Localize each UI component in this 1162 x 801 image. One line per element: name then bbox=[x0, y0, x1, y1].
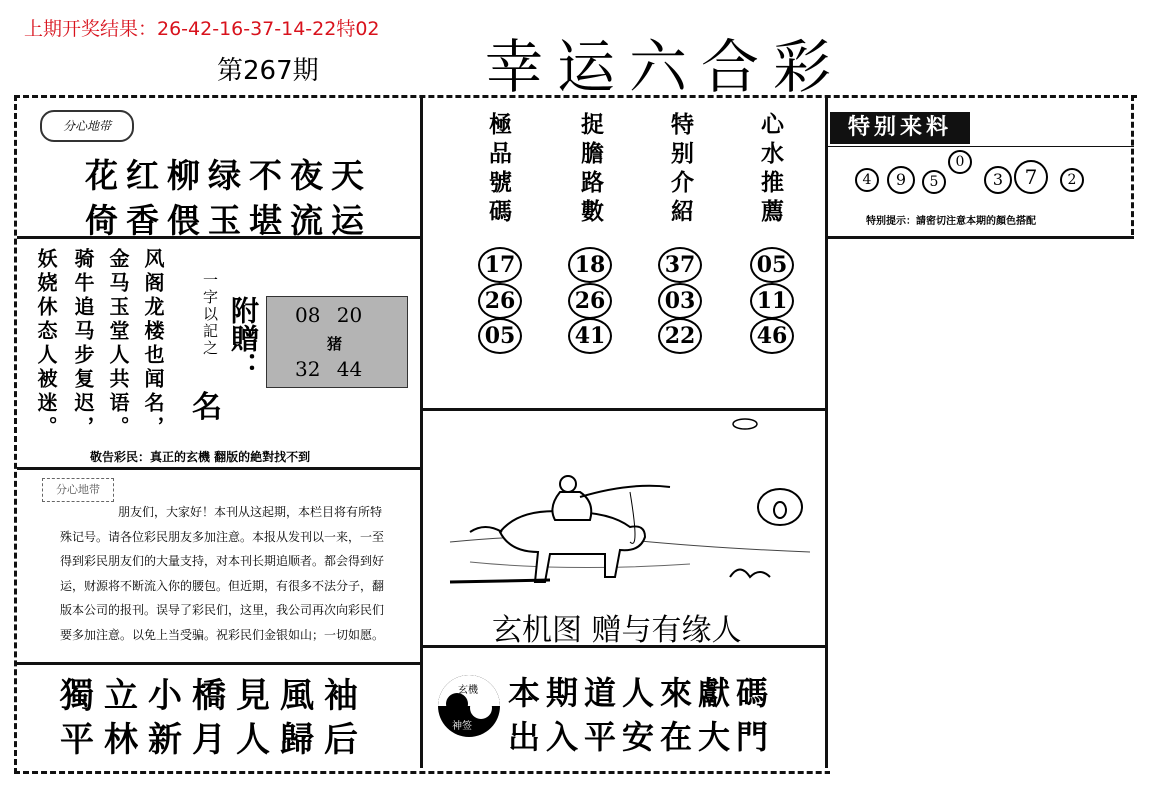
number-circle: 37 bbox=[658, 247, 702, 283]
bottom-poem-line-1: 獨立小橋見風袖 bbox=[60, 676, 368, 716]
divider-left-3 bbox=[17, 662, 420, 665]
notice-tag bbox=[42, 478, 114, 502]
divider-right-top bbox=[828, 146, 1134, 147]
column-title-2: 捉膽路數 bbox=[577, 112, 604, 228]
column-title-1: 極品號碼 bbox=[485, 112, 512, 228]
number-circle: 26 bbox=[568, 283, 612, 319]
section-tag bbox=[40, 110, 134, 142]
number-circle: 11 bbox=[750, 283, 794, 319]
notice-body bbox=[60, 500, 385, 647]
gift-numbers-top: 08 20 bbox=[295, 303, 363, 327]
sage-on-ox-illustration bbox=[430, 412, 820, 607]
poem-line-1: 花红柳绿不夜天 bbox=[85, 156, 372, 195]
frame-bottom-right-cover bbox=[830, 240, 1150, 780]
riddle-hint: 一字以記之 bbox=[201, 272, 219, 357]
notice-tag-label: 分心地带 bbox=[56, 483, 100, 496]
column-title-3: 特别介紹 bbox=[667, 112, 694, 228]
picture-caption: 玄机图 赠与有缘人 bbox=[492, 613, 742, 648]
divider-mid-1 bbox=[423, 408, 825, 411]
warning-text: 敬告彩民：真正的玄機 翻版的絶對找不到 bbox=[90, 450, 311, 464]
special-tip: 特别提示：請密切注意本期的顏色搭配 bbox=[866, 216, 1036, 227]
number-circle: 41 bbox=[568, 318, 612, 354]
special-title bbox=[830, 112, 970, 144]
gift-label: 附贈： bbox=[227, 296, 260, 380]
number-circle: 26 bbox=[478, 283, 522, 319]
yin-yang-badge bbox=[438, 675, 500, 737]
number-circle: 17 bbox=[478, 247, 522, 283]
divider-left-2 bbox=[17, 467, 420, 470]
bottom-right-line-1: 本期道人來獻碼 bbox=[508, 674, 775, 712]
riddle-name-char: 名 bbox=[192, 390, 222, 425]
divider-mid-right bbox=[825, 98, 828, 768]
section-tag-label: 分心地带 bbox=[62, 119, 111, 133]
column-title-4: 心水推薦 bbox=[757, 112, 784, 228]
special-number-circle: 2 bbox=[1060, 168, 1084, 192]
number-circle: 05 bbox=[750, 247, 794, 283]
page-title: 幸运六合彩 bbox=[485, 33, 846, 101]
special-number-circle: 9 bbox=[887, 166, 915, 194]
special-title-label: 特别来料 bbox=[847, 115, 952, 140]
divider-right-1 bbox=[828, 236, 1134, 239]
gift-box bbox=[266, 296, 408, 388]
bottom-right-line-2: 出入平安在大門 bbox=[508, 718, 775, 756]
last-result-text: 上期开奖结果：26-42-16-37-14-22特02 bbox=[24, 18, 380, 40]
number-circle: 03 bbox=[658, 283, 702, 319]
frame-right-edge bbox=[1131, 95, 1134, 235]
gift-zodiac: 猪 bbox=[327, 335, 343, 353]
bottom-poem-line-2: 平林新月人歸后 bbox=[60, 720, 368, 760]
gift-numbers-bottom: 32 44 bbox=[295, 357, 363, 381]
number-circle: 22 bbox=[658, 318, 702, 354]
riddle-column-4: 妖娆休态人被迷。 bbox=[34, 248, 58, 440]
special-number-circle: 7 bbox=[1014, 160, 1048, 194]
notice-text: 朋友们，大家好！本刊从这起期，本栏目将有所特殊记号。请各位彩民朋友多加注意。本报从发刊以一来，一至得到彩民朋友们的大量支持，对本刊长期追顺者。都会得到好运，财源将不断流入你的腰包。但近期，有很多不法分子，翻版本公司的报刊。误导了彩民们，这里，我公司再次向彩民们要多加注意。以免上当受骗。祝彩民们金银如山；一切如愿。 bbox=[60, 505, 385, 642]
special-number-circle: 3 bbox=[984, 166, 1012, 194]
number-circle: 46 bbox=[750, 318, 794, 354]
riddle-column-2: 金马玉堂人共语。 bbox=[106, 248, 130, 440]
riddle-column-1: 风阁龙楼也闻名， bbox=[141, 248, 165, 440]
issue-number: 第267期 bbox=[217, 56, 319, 86]
number-circle: 05 bbox=[478, 318, 522, 354]
special-number-circle: 4 bbox=[855, 168, 879, 192]
divider-left-mid bbox=[420, 98, 423, 768]
badge-label-bottom: 神签 bbox=[452, 721, 472, 732]
number-circle: 18 bbox=[568, 247, 612, 283]
special-number-circle: 0 bbox=[948, 150, 972, 174]
poem-line-2: 倚香偎玉堪流运 bbox=[85, 201, 372, 240]
riddle-column-3: 骑牛追马步复迟， bbox=[71, 248, 95, 440]
badge-label-top: 玄機 bbox=[458, 685, 478, 696]
special-number-circle: 5 bbox=[922, 170, 946, 194]
